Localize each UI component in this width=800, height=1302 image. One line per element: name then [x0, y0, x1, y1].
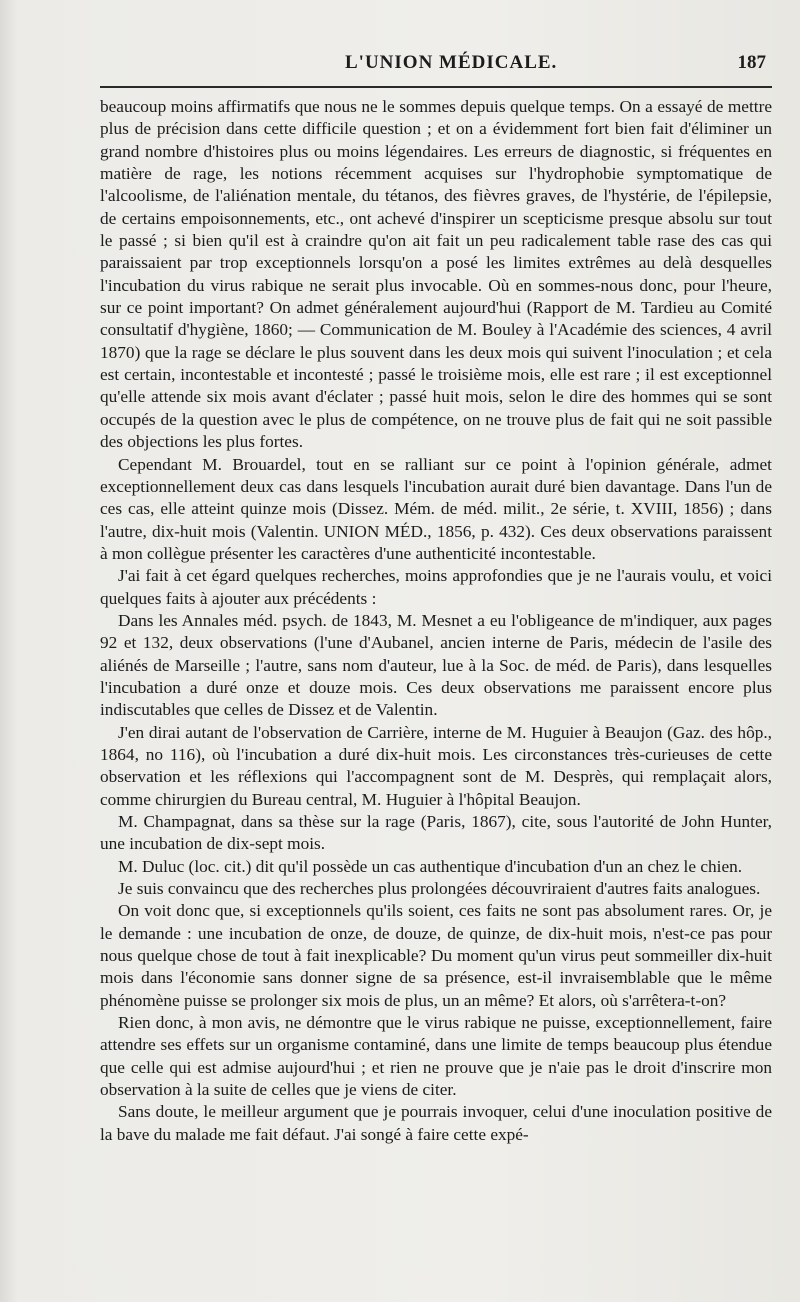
- article-body: [100, 96, 772, 1146]
- paragraph: Sans doute, le meilleur argument que je pourrais invoquer, celui d'une inoculation positive de la bave du malade me fait défaut. J'ai songé à faire cette expé-: [100, 1102, 772, 1144]
- paragraph: Cependant M. Brouardel, tout en se ralliant sur ce point à l'opinion générale, admet exceptionnellement deux cas dans lesquels l'incubation aurait duré bien davantage. Dans l'un de ces cas, elle atteint quinze mois (Dissez. Mém. de méd. milit., 2e série, t. XVIII, 1856) ; dans l'autre, dix-huit mois (Valentin. UNION MÉD., 1856, p. 432). Ces deux observations paraissent à mon collègue présenter les caractères d'une authenticité incontestable.: [100, 454, 772, 563]
- running-head: L'UNION MÉDICALE.: [345, 52, 558, 73]
- page-number: 187: [737, 52, 766, 73]
- paragraph: On voit donc que, si exceptionnels qu'ils soient, ces faits ne sont pas absolument rares. Or, je le demande : une incubation de onze, de douze, de quinze, de dix-huit mois, n'est-ce pas pour nous quelque chose de tout à fait inexplicable? Du moment qu'un virus peut sommeiller dix-huit mois dans l'économie sans donner signe de sa présence, est-il invraisemblable que le même phénomène puisse se prolonger six mois de plus, un an même? Et alors, où s'arrêtera-t-on?: [100, 901, 772, 1010]
- paragraph: Rien donc, à mon avis, ne démontre que le virus rabique ne puisse, exceptionnellement, faire attendre ses effets sur un organisme contaminé, dans une limite de temps beaucoup plus étendue que celle qui est admise aujourd'hui ; et rien ne prouve que je n'aie pas le droit d'inscrire mon observation à la suite de celles que je viens de citer.: [100, 1013, 772, 1100]
- paragraph: Dans les Annales méd. psych. de 1843, M. Mesnet a eu l'obligeance de m'indiquer, aux pages 92 et 132, deux observations (l'une d'Aubanel, ancien interne de Paris, médecin de l'asile des aliénés de Marseille ; l'autre, sans nom d'auteur, lue à la Soc. de méd. de Paris), dans lesquelles l'incubation a duré onze et douze mois. Ces deux observations me paraissent encore plus indiscutables que celles de Dissez et de Valentin.: [100, 610, 772, 720]
- paragraph: J'ai fait à cet égard quelques recherches, moins approfondies que je ne l'aurais voulu, et voici quelques faits à ajouter aux précédents :: [100, 566, 772, 608]
- paragraph: M. Champagnat, dans sa thèse sur la rage (Paris, 1867), cite, sous l'autorité de John Hunter, une incubation de dix-sept mois.: [100, 812, 772, 854]
- header-rule: [100, 86, 772, 88]
- paragraph: J'en dirai autant de l'observation de Carrière, interne de M. Huguier à Beaujon (Gaz. des hôp., 1864, no 116), où l'incubation a duré dix-huit mois. Les circonstances très-curieuses de cette observation et les réflexions qui l'accompagnent sont de M. Desprès, qui remplaçait alors, comme chirurgien du Bureau central, M. Huguier à l'hôpital Beaujon.: [100, 722, 772, 809]
- paragraph: beaucoup moins affirmatifs que nous ne le sommes depuis quelque temps. On a essayé de mettre plus de précision dans cette difficile question ; et on a évidemment fort bien fait d'éliminer un grand nombre d'histoires plus ou moins légendaires. Les erreurs de diagnostic, si fréquentes en matière de rage, les notions récemment acquises sur l'hydrophobie symptomatique de l'alcoolisme, de l'aliénation mentale, du tétanos, des fièvres graves, de l'hystérie, de l'épilepsie, de certains empoisonnements, etc., ont achevé d'inspirer un scepticisme presque absolu sur tout le passé ; si bien qu'il est à craindre qu'on ait fait un peu radicalement table rase des cas qui paraissaient par trop exceptionnels lorsqu'on a posé les limites extrêmes au delà desquelles l'incubation du virus rabique ne serait plus invocable. Où en sommes-nous donc, pour l'heure, sur ce point important? On admet généralement aujourd'hui (Rapport de M. Tardieu au Comité consultatif d'hygiène, 1860; — Communication de M. Bouley à l'Académie des sciences, 4 avril 1870) que la rage se déclare le plus souvent dans les deux mois qui suivent l'inoculation ; et cela est certain, incontestable et incontesté ; passé le troisième mois, elle est rare ; il est exceptionnel qu'elle attende six mois avant d'éclater ; passé huit mois, selon le dire des hommes qui se sont occupés de la question avec le plus de compétence, on ne trouve plus de fait qui ne soit passible des objections les plus fortes.: [100, 97, 772, 452]
- paragraph: Je suis convaincu que des recherches plus prolongées découvriraient d'autres faits analogues.: [118, 879, 761, 899]
- page-header: [100, 52, 772, 82]
- paragraph: M. Duluc (loc. cit.) dit qu'il possède un cas authentique d'incubation d'un an chez le chien.: [118, 856, 743, 876]
